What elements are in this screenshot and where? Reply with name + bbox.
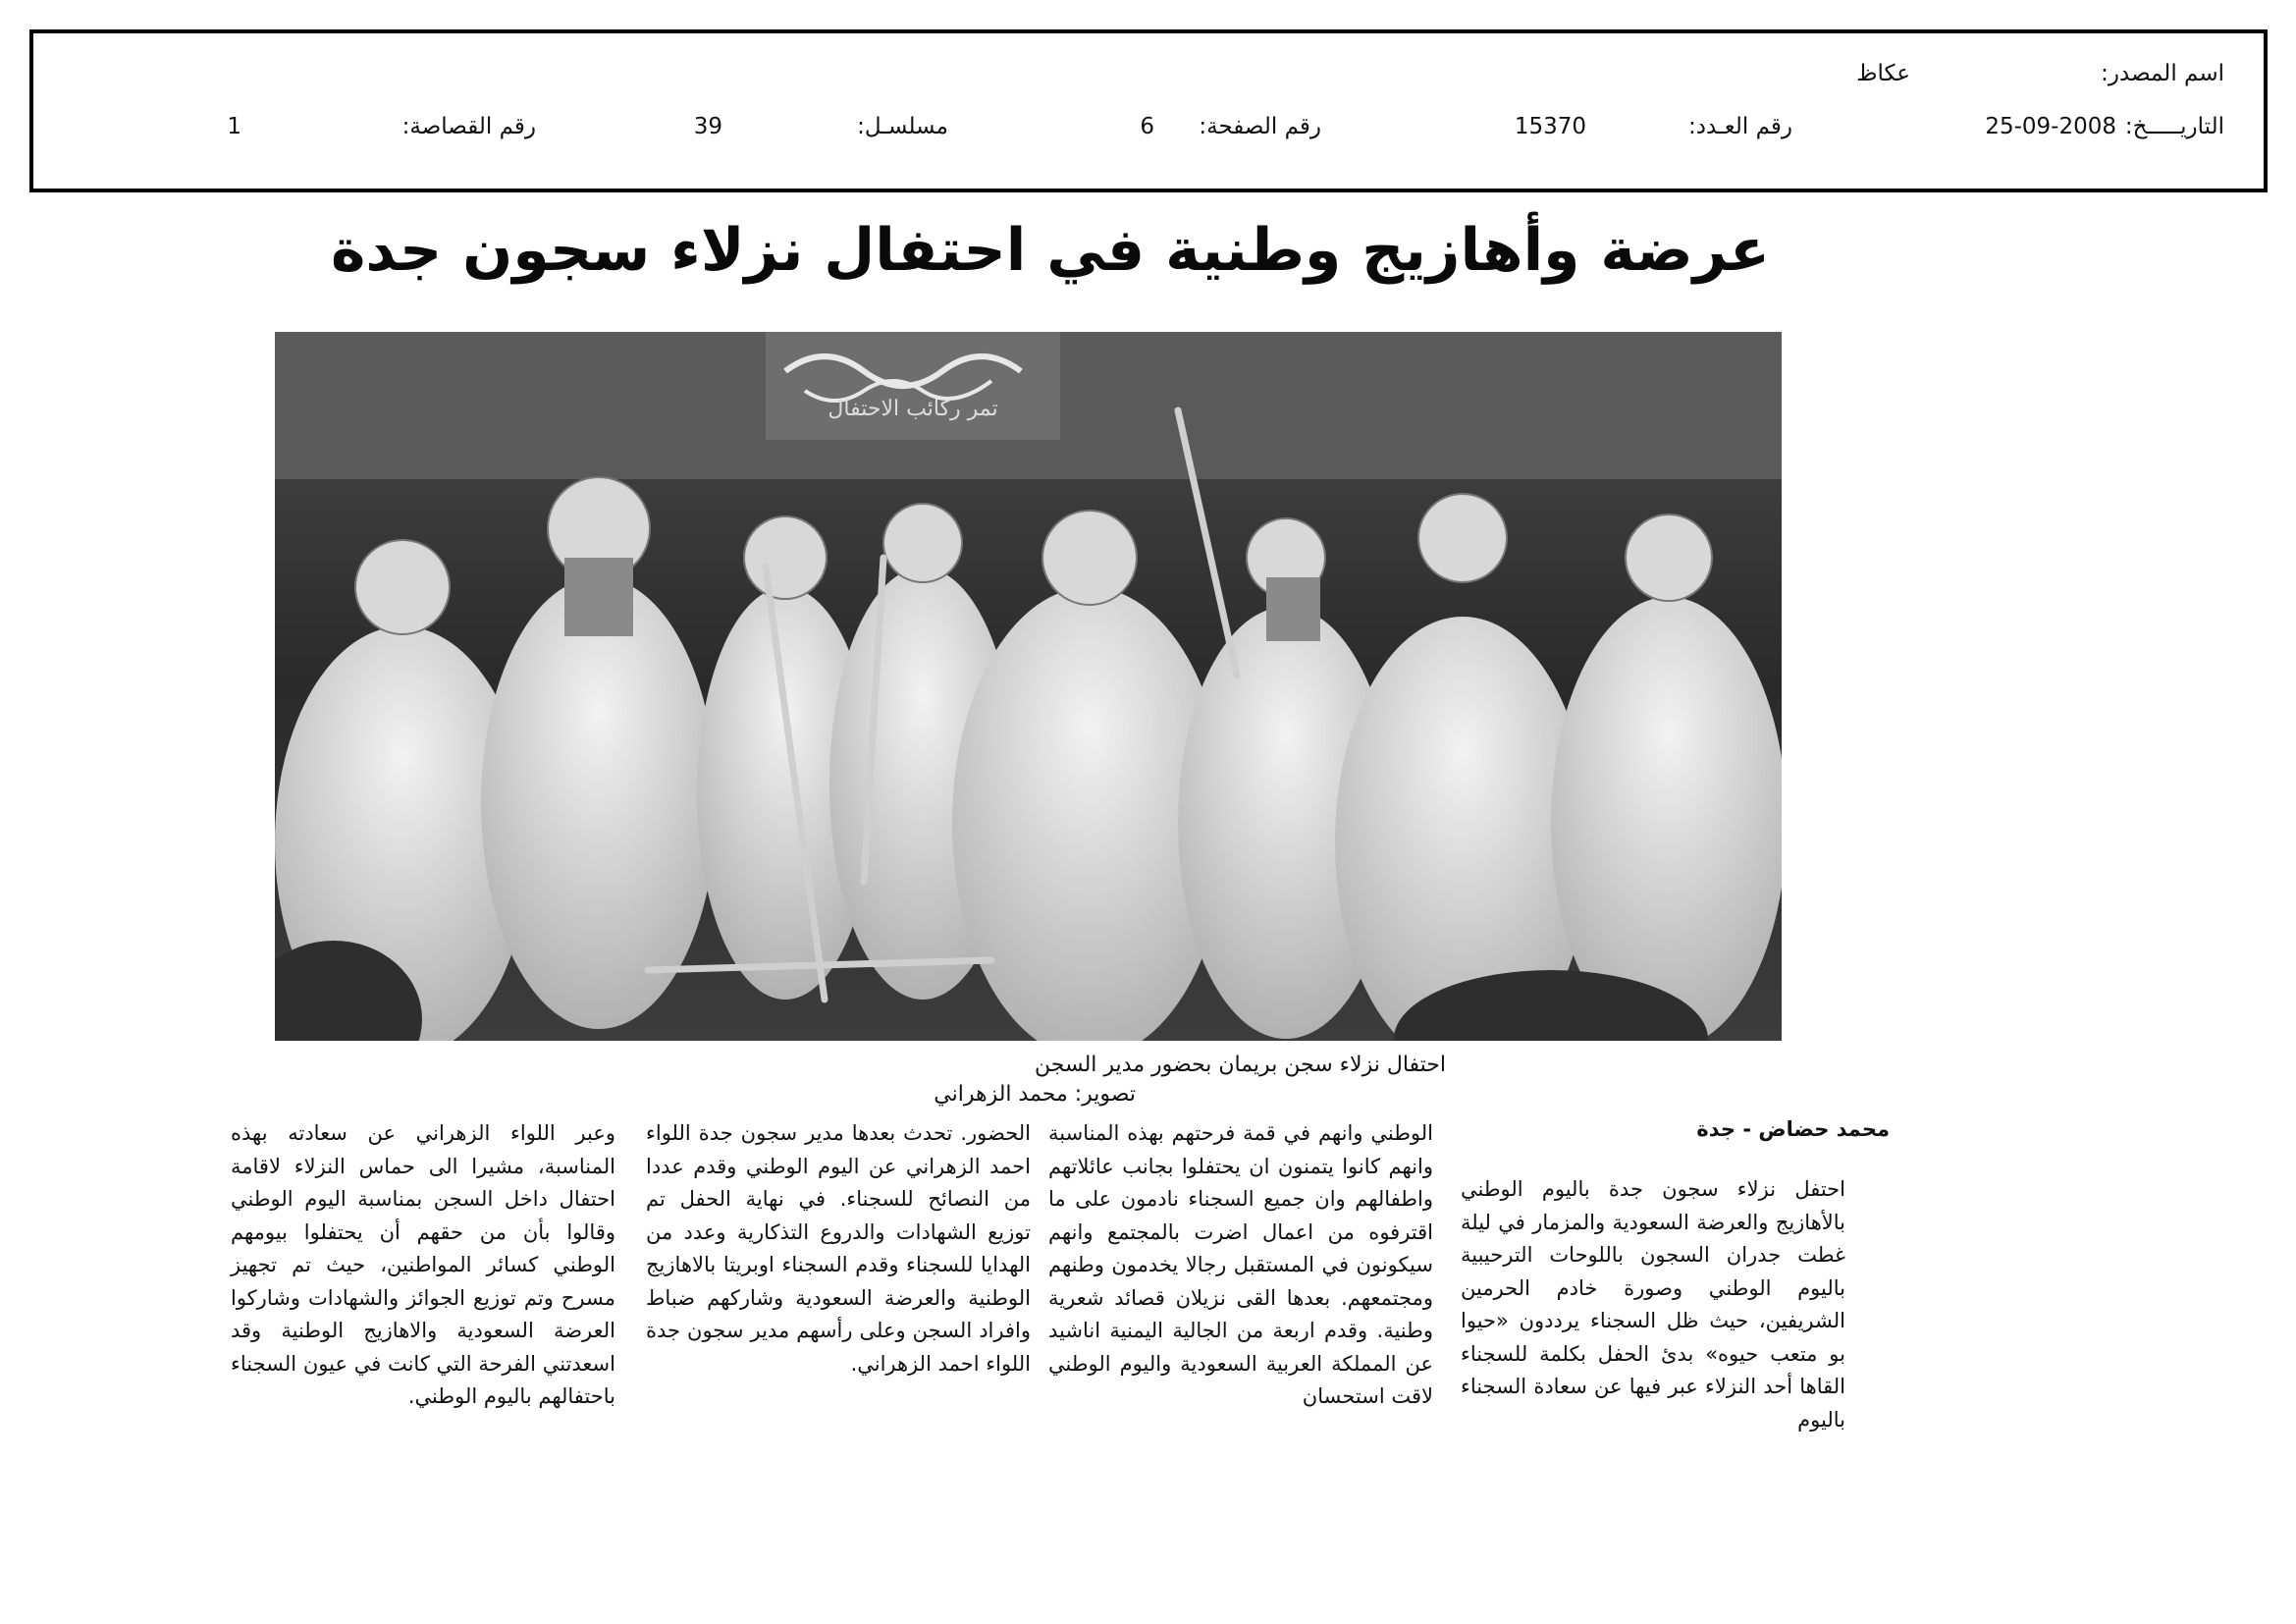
- column-text: احتفل نزلاء سجون جدة باليوم الوطني بالأهازيج والعرضة السعودية والمزمار في ليلة غطت جدران السجون باللوحات الترحيبية باليوم الوطني وصورة خادم الحرمين الشريفين، حيث ظل السجناء يرددون «حيوا بو متعب حيوه» بدئ الحفل بكلمة للسجناء القاها أحد النزلاء عبر فيها عن سعادة السجناء باليوم: [1461, 1177, 1845, 1432]
- page-label: رقم الصفحة:: [1199, 114, 1321, 139]
- column-text: وعبر اللواء الزهراني عن سعادته بهذه المناسبة، مشيرا الى حماس النزلاء لاقامة احتفال داخل السجن بمناسبة اليوم الوطني وقالوا بأن من حقهم أن يحتفلوا بيومهم الوطني كسائر المواطنين، حيث تم تجهيز مسرح وتم توزيع الجوائز والشهادات وشاركوا العرضة السعودية والاهازيج الوطنية وقد اسعدتني الفرحة التي كانت في عيون السجناء باحتفالهم باليوم الوطني.: [231, 1121, 615, 1408]
- serial-value: 39: [693, 114, 722, 139]
- serial-label: مسلسـل:: [857, 114, 948, 139]
- date-label: التاريـــــخ:: [2124, 114, 2224, 139]
- column-text: الحضور. تحدث بعدها مدير سجون جدة اللواء احمد الزهراني عن اليوم الوطني وقدم عددا من النصائح للسجناء. في نهاية الحفل تم توزيع الشهادات والدروع التذكارية وعدد من الهدايا للسجناء وقدم السجناء اوبريتا بالاهازيج الوطنية والعرضة السعودية وشاركهم ضباط وافراد السجن وعلى رأسهم مدير سجون جدة اللواء احمد الزهراني.: [646, 1121, 1031, 1376]
- article-column-1: [1461, 1173, 1845, 1436]
- date-value: 25-09-2008: [1985, 114, 2116, 139]
- article-byline: محمد حضاض - جدة: [1696, 1117, 1890, 1141]
- clipping-info-box: [29, 29, 2268, 192]
- clipping-label: رقم القصاصة:: [401, 114, 536, 139]
- article-column-4: [231, 1117, 615, 1414]
- page-value: 6: [1140, 114, 1154, 139]
- column-text: الوطني وانهم في قمة فرحتهم بهذه المناسبة وانهم كانوا يتمنون ان يحتفلوا بجانب عائلاتهم واطفالهم وان جميع السجناء نادمون على ما اقترفوه من اعمال اضرت بالمجتمع وانهم سيكونون في المستقبل رجالا يخدمون وطنهم ومجتمعهم. بعدها القى نزيلان قصائد شعرية وطنية. وقدم اربعة من الجالية اليمنية اناشيد عن المملكة العربية السعودية واليوم الوطني لاقت استحسان: [1048, 1121, 1433, 1408]
- article-column-3: [646, 1117, 1031, 1380]
- source-value: عكاظ: [1856, 61, 1910, 86]
- source-label: اسم المصدر:: [2101, 61, 2224, 86]
- clipping-value: 1: [227, 114, 241, 139]
- photo-credit: تصوير: محمد الزهراني: [934, 1082, 1136, 1107]
- article-headline: عرضة وأهازيج وطنية في احتفال نزلاء سجون جدة: [330, 216, 1771, 285]
- photo-illustration: [275, 332, 1782, 1041]
- photo-caption: احتفال نزلاء سجن بريمان بحضور مدير السجن: [1035, 1053, 1446, 1077]
- article-column-2: [1048, 1117, 1433, 1414]
- issue-value: 15370: [1514, 114, 1586, 139]
- banner-text: تمر ركائب الاحتفال: [828, 397, 998, 421]
- issue-label: رقم العـدد:: [1687, 114, 1792, 139]
- article-photo: [275, 332, 1782, 1041]
